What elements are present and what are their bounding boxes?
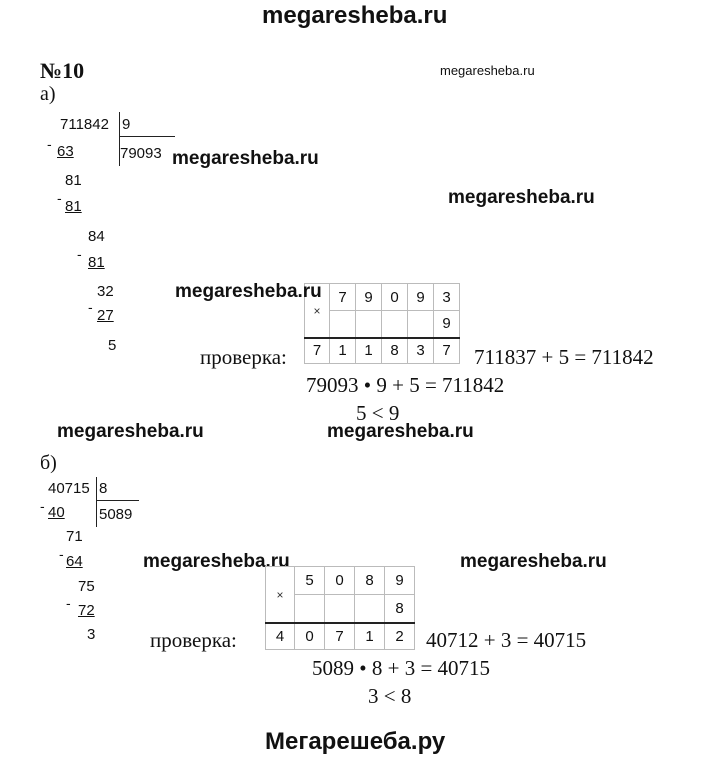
watermark: megaresheba.ru	[172, 148, 319, 169]
digit-cell: 8	[355, 567, 385, 595]
remainder-comparison: 5 < 9	[356, 401, 400, 425]
digit-cell: 7	[325, 623, 355, 650]
division-bracket-vertical	[96, 477, 97, 527]
digit-cell: 5	[295, 567, 325, 595]
subtrahend: 64	[66, 553, 83, 570]
watermark: megaresheba.ru	[448, 187, 595, 208]
remainder: 75	[78, 578, 95, 595]
watermark: megaresheba.ru	[143, 551, 290, 572]
digit-cell: 9	[408, 284, 434, 311]
dividend: 40715	[48, 480, 90, 497]
multiply-sign: ×	[313, 303, 321, 318]
part-b-multiplication-grid	[265, 566, 415, 650]
check-label: проверка:	[150, 628, 237, 652]
minus-sign: -	[40, 498, 45, 514]
watermark: megaresheba.ru	[460, 551, 607, 572]
digit-cell: 0	[382, 284, 408, 311]
subtrahend: 81	[65, 198, 82, 215]
minus-sign: -	[77, 246, 82, 262]
digit-cell: 2	[385, 623, 415, 650]
check-equation: 711837 + 5 = 711842	[474, 345, 654, 369]
minus-sign: -	[59, 546, 64, 562]
digit-cell: 7	[434, 338, 460, 364]
check-equation: 79093 • 9 + 5 = 711842	[306, 373, 505, 397]
digit-cell: 1	[330, 338, 356, 364]
minus-sign: -	[47, 136, 52, 152]
remainder: 32	[97, 283, 114, 300]
problem-number: №10	[40, 58, 85, 83]
minus-sign: -	[88, 299, 93, 315]
subtrahend: 72	[78, 602, 95, 619]
subtrahend: 27	[97, 307, 114, 324]
multiplier-cell: 9	[434, 311, 460, 338]
watermark: megaresheba.ru	[175, 281, 322, 302]
remainder: 84	[88, 228, 105, 245]
divisor: 9	[122, 116, 131, 133]
check-equation: 40712 + 3 = 40715	[426, 628, 587, 652]
digit-cell: 1	[356, 338, 382, 364]
remainder-comparison: 3 < 8	[368, 684, 412, 708]
digit-cell: 0	[295, 623, 325, 650]
digit-cell: 7	[305, 338, 330, 364]
digit-cell: 3	[434, 284, 460, 311]
divisor: 8	[99, 480, 108, 497]
part-a-multiplication-grid	[304, 283, 460, 364]
digit-cell: 1	[355, 623, 385, 650]
watermark-small: megaresheba.ru	[440, 63, 535, 78]
part-b-label: б)	[40, 452, 57, 474]
check-equation: 5089 • 8 + 3 = 40715	[312, 656, 491, 680]
watermark: megaresheba.ru	[327, 421, 474, 442]
division-bracket-horizontal	[119, 136, 175, 137]
minus-sign: -	[66, 595, 71, 611]
multiplier-cell: 8	[385, 595, 415, 623]
remainder: 81	[65, 172, 82, 189]
subtrahend: 63	[57, 143, 74, 160]
quotient: 79093	[120, 145, 162, 162]
remainder: 71	[66, 528, 83, 545]
site-header[interactable]: megaresheba.ru	[262, 2, 448, 29]
check-label: проверка:	[200, 345, 287, 369]
digit-cell: 7	[330, 284, 356, 311]
subtrahend: 81	[88, 254, 105, 271]
digit-cell: 8	[382, 338, 408, 364]
digit-cell: 0	[325, 567, 355, 595]
final-remainder: 5	[108, 337, 117, 354]
digit-cell: 3	[408, 338, 434, 364]
quotient: 5089	[99, 506, 133, 523]
watermark: megaresheba.ru	[57, 421, 204, 442]
minus-sign: -	[57, 190, 62, 206]
dividend: 711842	[60, 116, 109, 133]
multiply-sign: ×	[276, 587, 284, 602]
site-footer[interactable]: Мегарешеба.ру	[265, 728, 446, 755]
division-bracket-horizontal	[96, 500, 139, 501]
part-a-label: а)	[40, 83, 56, 105]
digit-cell: 9	[356, 284, 382, 311]
final-remainder: 3	[87, 626, 96, 643]
digit-cell: 9	[385, 567, 415, 595]
digit-cell: 4	[266, 623, 295, 650]
subtrahend: 40	[48, 504, 65, 521]
